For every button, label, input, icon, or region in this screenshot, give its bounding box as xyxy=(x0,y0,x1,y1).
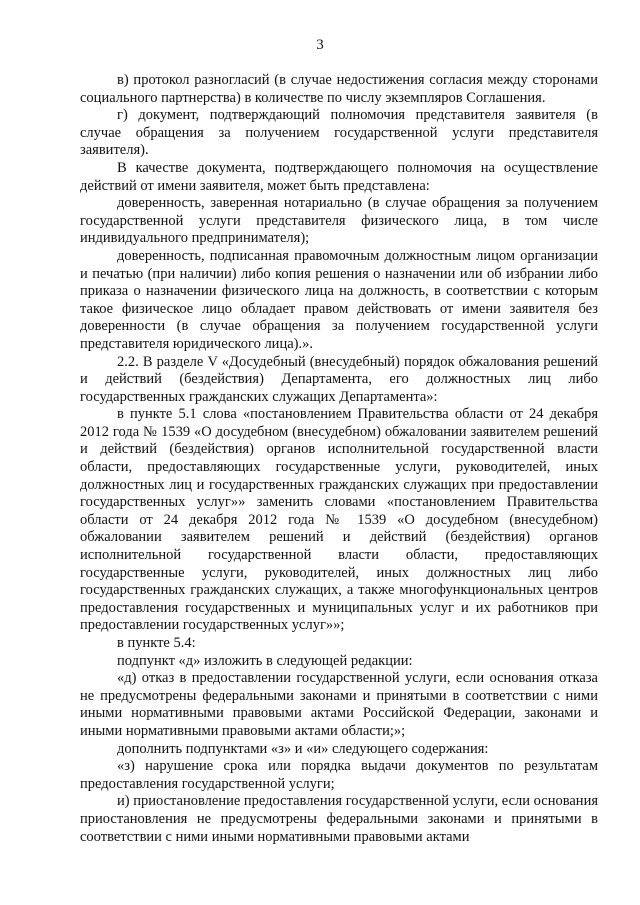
page-number: 3 xyxy=(316,37,324,53)
paragraph-add-subclauses: дополнить подпунктами «з» и «и» следующего содержания: xyxy=(117,740,489,757)
paragraph-clause-5-4: в пункте 5.4: xyxy=(117,635,196,651)
paragraph-notarized-power-of-attorney: доверенность, заверенная нотариально (в случае обращения за получением государственной услуги представителя физического лица, в том числе индивидуального предпринимателя); xyxy=(80,195,598,247)
paragraph-subclause-d-intro: подпункт «д» изложить в следующей редакции: xyxy=(117,652,413,669)
paragraph-clause-5-1: в пункте 5.1 слова «постановлением Правительства области от 24 декабря 2012 года № 1539 «О досудебном (внесудебном) обжаловании заявителем решений и действий (бездействия) органов исполнительной государственной власти области, предоставляющих государственные услуги, руководителей, иных должностных лиц и государственных гражданских служащих при предоставлении государственных услуг»» заменить словами «постановлением Правительства области от 24 декабря 2012 года № 1539 «О досудебном (внесудебном) обжаловании заявителем решений и действий (бездействия) органов исполнительной государственной власти области, предоставляющих государственные услуги, руководителей, иных должностных лиц либо государственных гражданских служащих, а также многофункциональных центров предоставления государственных и муниципальных услуг и их работников при предоставлении государственных услуг»»; xyxy=(80,406,598,634)
paragraph-subclause-i: и) приостановление предоставления государственной услуги, если основания приостановления не предусмотрены федеральными законами и принятыми в соответствии с ними иными нормативными правовыми актами xyxy=(80,793,598,845)
document-body xyxy=(80,72,598,846)
paragraph-protocol: в) протокол разногласий (в случае недостижения согласия между сторонами социального партнерства) в количестве по числу экземпляров Соглашения. xyxy=(80,72,598,106)
paragraph-authority-intro: В качестве документа, подтверждающего полномочия на осуществление действий от имени заявителя, может быть представлена: xyxy=(80,159,598,194)
paragraph-authority-document: г) документ, подтверждающий полномочия представителя заявителя (в случае обращения за получением государственной услуги представителя заявителя). xyxy=(80,107,598,159)
paragraph-subclause-d: «д) отказ в предоставлении государственной услуги, если основания отказа не предусмотрены федеральными законами и принятыми в соответствии с ними иными нормативными правовыми актами Российской Федерации, законами и иными нормативными правовыми актами области;»; xyxy=(80,670,598,739)
paragraph-section-2-2: 2.2. В разделе V «Досудебный (внесудебный) порядок обжалования решений и действий (бездействия) Департамента, его должностных лиц либо государственных гражданских служащих Департамента»: xyxy=(80,353,598,405)
paragraph-signed-power-of-attorney: доверенность, подписанная правомочным должностным лицом организации и печатью (при наличии) либо копия решения о назначении или об избрании либо приказа о назначении физического лица на должность, в соответствии с которым такое физическое лицо обладает правом действовать от имени заявителя без доверенности (в случае обращения за получением государственной услуги представителя юридического лица).». xyxy=(80,247,598,352)
paragraph-subclause-z: «з) нарушение срока или порядка выдачи документов по результатам предоставления государственной услуги; xyxy=(80,758,598,792)
